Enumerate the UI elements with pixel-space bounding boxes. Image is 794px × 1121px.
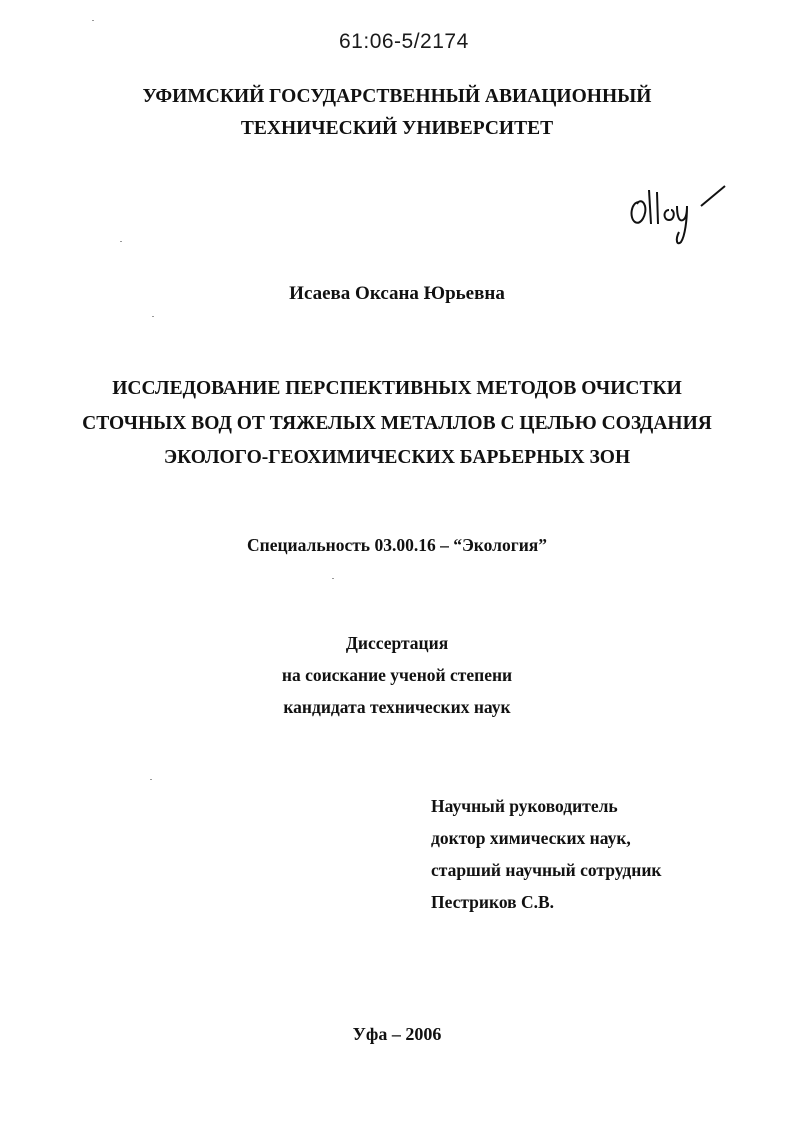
dissertation-label: Диссертация [345,633,449,653]
scan-speck [332,578,334,579]
handwritten-signature [625,180,735,250]
degree-line-2: кандидата технических наук [283,697,511,717]
dissertation-title-line-1: ИССЛЕДОВАНИЕ ПЕРСПЕКТИВНЫХ МЕТОДОВ ОЧИСТКИ [112,378,682,399]
city-year: Уфа – 2006 [352,1024,442,1044]
scan-speck [152,316,154,317]
scan-speck [92,20,94,21]
scan-speck [120,241,122,242]
author-name: Исаева Оксана Юрьевна [289,283,505,304]
supervisor-position: старший научный сотрудник [431,860,662,880]
university-name-line-2: ТЕХНИЧЕСКИЙ УНИВЕРСИТЕТ [240,118,554,139]
specialty: Специальность 03.00.16 – “Экология” [246,535,547,555]
dissertation-title-line-3: ЭКОЛОГО-ГЕОХИМИЧЕСКИХ БАРЬЕРНЫХ ЗОН [163,447,631,468]
degree-line-1: на соискание ученой степени [281,665,513,685]
dissertation-title-line-2: СТОЧНЫХ ВОД ОТ ТЯЖЕЛЫХ МЕТАЛЛОВ С ЦЕЛЬЮ СОЗДАНИЯ [82,413,712,434]
supervisor-degree: доктор химических наук, [431,828,631,848]
supervisor-name: Пестриков С.В. [431,892,555,912]
scan-speck [150,779,152,780]
university-name-line-1: УФИМСКИЙ ГОСУДАРСТВЕННЫЙ АВИАЦИОННЫЙ [142,86,652,107]
supervisor-label: Научный руководитель [431,796,618,816]
archive-stamp-number: 61:06-5/2174 [339,30,469,53]
